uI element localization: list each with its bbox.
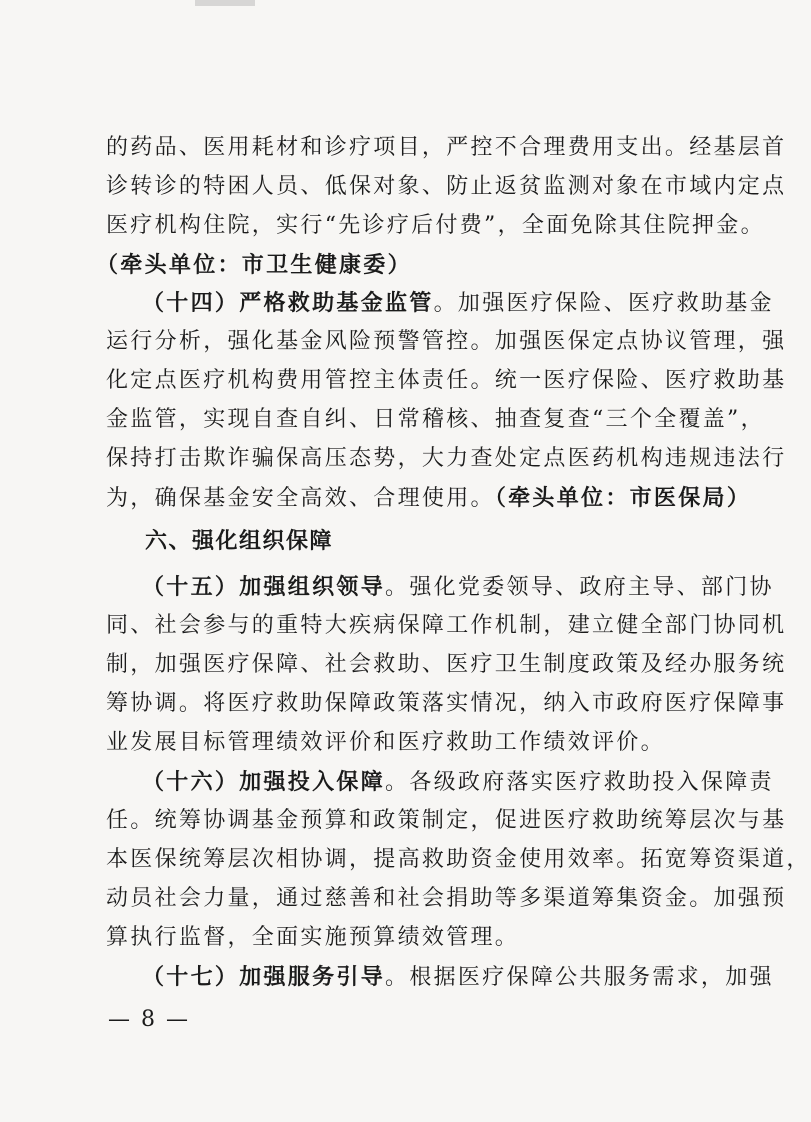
- section-15-text: 。强化党委领导、政府主导、部门协: [385, 575, 774, 600]
- text-line-1: [106, 133, 786, 163]
- text-line-2: [106, 172, 786, 202]
- section-16-title: （十六）加强投入保障: [142, 769, 386, 795]
- line-3-text: 医疗机构住院，实行“先诊疗后付费”，全面免除其住院押金。: [106, 213, 765, 238]
- line-13-text: 同、社会参与的重特大疾病保障工作机制，建立健全部门协同机: [106, 613, 787, 638]
- line-2-text: 诊转诊的特困人员、低保对象、防止返贫监测对象在市域内定点: [106, 174, 787, 199]
- text-line-12: [142, 572, 774, 603]
- text-line-15: [106, 689, 786, 719]
- line-18-text: 任。统筹协调基金预算和政策制定，促进医疗救助统筹层次与基: [106, 808, 787, 833]
- section-14-text: 。加强医疗保险、医疗救助基金: [433, 291, 774, 316]
- text-line-3: [106, 211, 765, 241]
- text-line-17: [142, 767, 774, 798]
- section-17-title: （十七）加强服务引导: [142, 964, 386, 990]
- text-line-7: [106, 366, 786, 396]
- scan-artifact: [195, 0, 255, 6]
- text-line-4: [96, 250, 412, 280]
- line-4-text: （牵头单位：市卫生健康委）: [96, 252, 412, 278]
- line-10-lead-unit: （牵头单位：市医保局）: [494, 485, 752, 511]
- line-16-text: 业发展目标管理绩效评价和医疗救助工作绩效评价。: [106, 730, 665, 755]
- text-line-9: [106, 444, 786, 474]
- text-line-22: [142, 962, 774, 993]
- section-heading-6: [145, 527, 333, 557]
- line-9-text: 保持打击欺诈骗保高压态势，大力查处定点医药机构违规违法行: [106, 446, 787, 471]
- page-number: — 8 —: [108, 1007, 190, 1032]
- section-17-text: 。根据医疗保障公共服务需求，加强: [385, 965, 774, 990]
- text-line-16: [106, 728, 665, 758]
- line-21-text: 算执行监督，全面实施预算绩效管理。: [106, 925, 520, 950]
- text-line-19: [106, 845, 811, 875]
- section-16-text: 。各级政府落实医疗救助投入保障责: [385, 770, 774, 795]
- line-14-text: 制，加强医疗保障、社会救助、医疗卫生制度政策及经办服务统: [106, 652, 787, 677]
- line-10-text: 为，确保基金安全高效、合理使用。: [106, 486, 495, 511]
- line-19-text: 本医保统筹层次相协调，提高救助资金使用效率。拓宽筹资渠道，: [106, 847, 811, 872]
- text-line-5: [142, 288, 774, 319]
- line-7-text: 化定点医疗机构费用管控主体责任。统一医疗保险、医疗救助基: [106, 368, 787, 393]
- text-line-20: [106, 884, 786, 914]
- text-line-6: [106, 327, 786, 357]
- text-line-13: [106, 611, 786, 641]
- section-15-title: （十五）加强组织领导: [142, 574, 386, 600]
- line-8-text: 金监管，实现自查自纠、日常稽核、抽查复查“三个全覆盖”，: [106, 407, 765, 432]
- section-heading-6-text: 六、强化组织保障: [145, 529, 334, 554]
- text-line-10: [106, 483, 751, 514]
- text-line-21: [106, 923, 519, 953]
- text-line-14: [106, 650, 786, 680]
- line-6-text: 运行分析，强化基金风险预警管控。加强医保定点协议管理，强: [106, 329, 787, 354]
- line-20-text: 动员社会力量，通过慈善和社会捐助等多渠道筹集资金。加强预: [106, 886, 787, 911]
- line-15-text: 筹协调。将医疗救助保障政策落实情况，纳入市政府医疗保障事: [106, 691, 787, 716]
- line-1-text: 的药品、医用耗材和诊疗项目，严控不合理费用支出。经基层首: [106, 135, 787, 160]
- section-14-title: （十四）严格救助基金监管: [142, 290, 434, 316]
- text-line-8: [106, 405, 765, 435]
- text-line-18: [106, 806, 786, 836]
